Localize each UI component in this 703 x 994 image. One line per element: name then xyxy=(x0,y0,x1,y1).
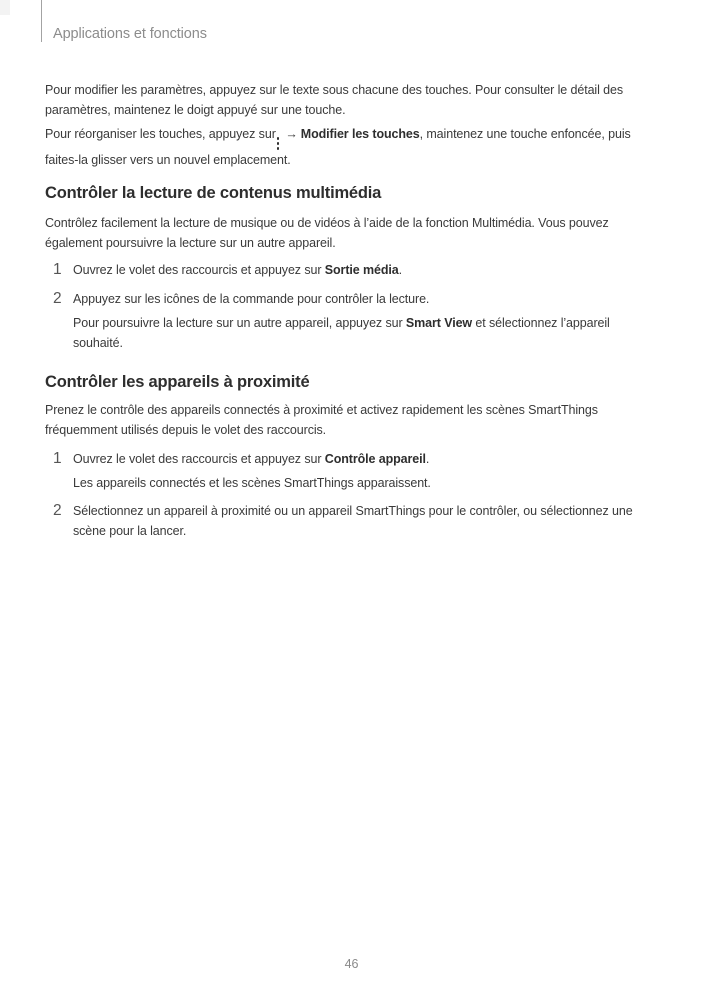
intro-paragraph-2 xyxy=(45,124,643,170)
text-segment: Pour réorganiser les touches, appuyez sur xyxy=(45,127,276,141)
text-segment: . xyxy=(425,452,430,466)
step-text: Appuyez sur les icônes de la commande pour contrôler la lecture. xyxy=(73,292,430,306)
proximity-step-2 xyxy=(45,501,643,541)
page-number: 46 xyxy=(344,957,359,971)
step-number: 1 xyxy=(53,450,62,467)
step-sub-text xyxy=(73,313,643,353)
step-text: Sélectionnez un appareil à proximité ou un appareil SmartThings pour le contrôler, ou sélectionnez une scène pour la lancer. xyxy=(73,504,633,538)
more-options-icon xyxy=(277,137,280,149)
text-segment: Ouvrez le volet des raccourcis et appuyez sur xyxy=(73,263,325,277)
text-segment: et sélectionnez l’appareil souhaité. xyxy=(73,316,610,350)
section-heading-multimedia: Contrôler la lecture de contenus multimédia xyxy=(45,184,382,202)
chapter-header-title: Applications et fonctions xyxy=(53,26,207,42)
proximity-step-1 xyxy=(45,449,643,493)
intro-paragraph-1: Pour modifier les paramètres, appuyez sur le texte sous chacune des touches. Pour consulter le détail des paramètres, maintenez le doigt appuyé sur une touche. xyxy=(45,83,624,117)
text-segment: Pour poursuivre la lecture sur un autre appareil, appuyez sur xyxy=(73,316,406,330)
bold-ui-label: Sortie média xyxy=(324,263,399,277)
section-multimedia-intro: Contrôlez facilement la lecture de musique ou de vidéos à l’aide de la fonction Multimédia. Vous pouvez également poursuivre la lecture sur un autre appareil. xyxy=(45,216,609,250)
step-number: 2 xyxy=(53,502,62,519)
arrow-right-icon: → xyxy=(285,127,298,141)
section-heading-proximity: Contrôler les appareils à proximité xyxy=(45,373,310,391)
text-segment: Ouvrez le volet des raccourcis et appuyez sur xyxy=(73,452,325,466)
section-proximity-intro: Prenez le contrôle des appareils connectés à proximité et activez rapidement les scènes SmartThings fréquemment utilisés depuis le volet des raccourcis. xyxy=(45,403,598,437)
text-segment: . xyxy=(398,263,402,277)
bold-ui-label: Smart View xyxy=(405,316,473,330)
step-text xyxy=(73,260,643,280)
step-sub-text: Les appareils connectés et les scènes SmartThings apparaissent. xyxy=(73,476,431,490)
bold-ui-label: Contrôle appareil xyxy=(324,452,426,466)
scan-corner-artifact xyxy=(0,0,10,15)
bold-ui-label: Modifier les touches xyxy=(300,127,420,141)
step-number: 1 xyxy=(53,261,62,278)
step-number: 2 xyxy=(53,290,62,307)
step-text xyxy=(73,449,643,469)
multimedia-step-2 xyxy=(45,289,643,353)
multimedia-step-1 xyxy=(45,260,643,280)
chapter-header-rule xyxy=(41,0,42,42)
text-segment: , maintenez une touche enfoncée, puis faites-la glisser vers un nouvel emplacement. xyxy=(45,127,631,167)
